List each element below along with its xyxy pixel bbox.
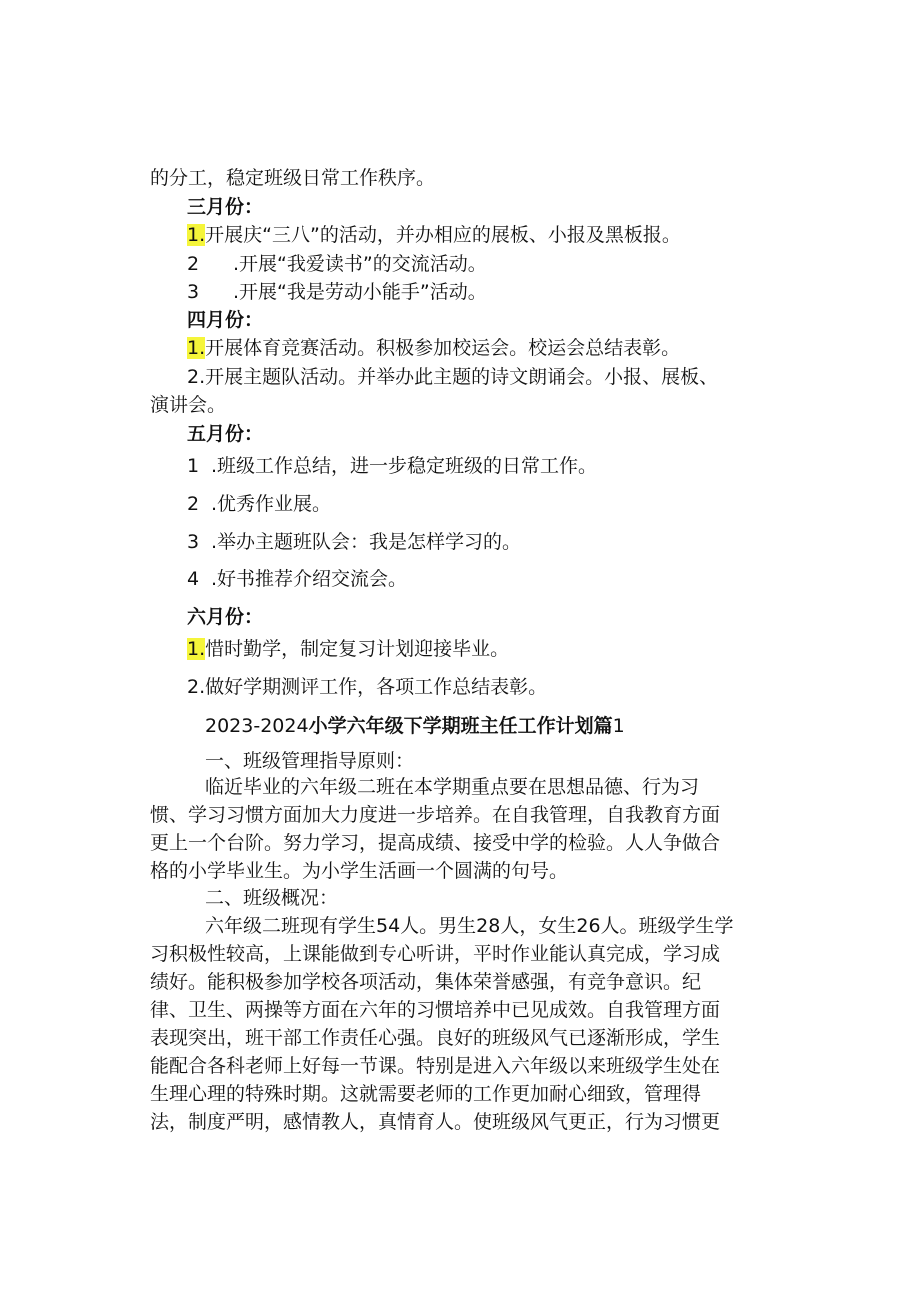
may-item-3-number: 3: [187, 531, 200, 553]
may-heading: 五月份：: [187, 423, 264, 445]
section-2-line-8: 法，制度严明，感情教人，真情育人。使班级风气更正，行为习惯更: [150, 1111, 721, 1133]
may-item-3: [187, 528, 521, 556]
march-item-1-number: 1.: [187, 224, 206, 246]
march-item-2: [187, 250, 487, 278]
may-item-2: [187, 490, 331, 518]
march-item-3: [187, 278, 487, 306]
may-item-1-text: .班级工作总结，进一步稳定班级的日常工作。: [211, 455, 598, 477]
section-1-line-1: 临近毕业的六年级二班在本学期重点要在思想品德、行为习: [205, 776, 700, 798]
section-2-line-7: 生理心理的特殊时期。这就需要老师的工作更加耐心细致，管理得: [150, 1083, 702, 1105]
article-title-year: 2023-2024: [205, 715, 309, 737]
section-2-line-4: 律、卫生、两操等方面在六年的习惯培养中已见成效。自我管理方面: [150, 999, 721, 1021]
april-item-1: [187, 334, 680, 362]
section-2-line-1: 六年级二班现有学生54人。男生28人，女生26人。班级学生学: [205, 915, 734, 937]
march-item-2-number: 2: [187, 253, 200, 275]
april-heading: 四月份：: [187, 309, 264, 331]
article-title-main: 小学六年级下学期班主任工作计划篇: [308, 715, 613, 737]
march-item-2-text: .开展“我爱读书”的交流活动。: [233, 253, 487, 275]
may-item-2-number: 2: [187, 493, 200, 515]
march-item-1-text: 开展庆“三八”的活动，并办相应的展板、小报及黑板报。: [205, 224, 681, 246]
section-1-heading: 一、班级管理指导原则：: [205, 750, 415, 772]
april-item-1-text: 开展体育竞赛活动。积极参加校运会。校运会总结表彰。: [205, 337, 681, 359]
article-title: [205, 712, 625, 740]
article-title-number: 1: [612, 715, 625, 737]
may-item-4-number: 4: [187, 568, 200, 590]
june-item-2: 2.做好学期测评工作，各项工作总结表彰。: [187, 676, 548, 698]
may-item-3-text: .举办主题班队会：我是怎样学习的。: [211, 531, 522, 553]
june-item-1-number: 1.: [187, 638, 206, 660]
may-item-1: [187, 452, 597, 480]
section-2-line-2: 习积极性较高，上课能做到专心听讲，平时作业能认真完成，学习成: [150, 943, 721, 965]
section-2-heading: 二、班级概况：: [205, 887, 339, 909]
may-item-4: [187, 565, 407, 593]
march-item-1: [187, 221, 681, 249]
april-item-2-line-2: 演讲会。: [150, 394, 227, 416]
section-2-line-5: 表现突出，班干部工作责任心强。良好的班级风气已逐渐形成，学生: [150, 1027, 721, 1049]
may-item-2-text: .优秀作业展。: [211, 493, 332, 515]
continued-line: 的分工，稳定班级日常工作秩序。: [150, 167, 436, 189]
section-1-line-4: 格的小学毕业生。为小学生活画一个圆满的句号。: [150, 860, 569, 882]
section-2-line-6: 能配合各科老师上好每一节课。特别是进入六年级以来班级学生处在: [150, 1055, 721, 1077]
may-item-4-text: .好书推荐介绍交流会。: [211, 568, 408, 590]
june-heading: 六月份：: [187, 606, 264, 628]
june-item-1: [187, 635, 509, 663]
section-2-line-3: 绩好。能积极参加学校各项活动，集体荣誉感强，有竞争意识。纪: [150, 971, 702, 993]
section-1-line-2: 惯、学习习惯方面加大力度进一步培养。在自我管理，自我教育方面: [150, 804, 721, 826]
march-heading: 三月份：: [187, 196, 264, 218]
may-item-1-number: 1: [187, 455, 200, 477]
march-item-3-number: 3: [187, 281, 200, 303]
april-item-1-number: 1.: [187, 337, 206, 359]
march-item-3-text: .开展“我是劳动小能手”活动。: [233, 281, 487, 303]
june-item-1-text: 惜时勤学，制定复习计划迎接毕业。: [205, 638, 510, 660]
april-item-2-line-1: 2.开展主题队活动。并举办此主题的诗文朗诵会。小报、展板、: [187, 366, 719, 388]
section-1-line-3: 更上一个台阶。努力学习，提高成绩、接受中学的检验。人人争做合: [150, 832, 721, 854]
